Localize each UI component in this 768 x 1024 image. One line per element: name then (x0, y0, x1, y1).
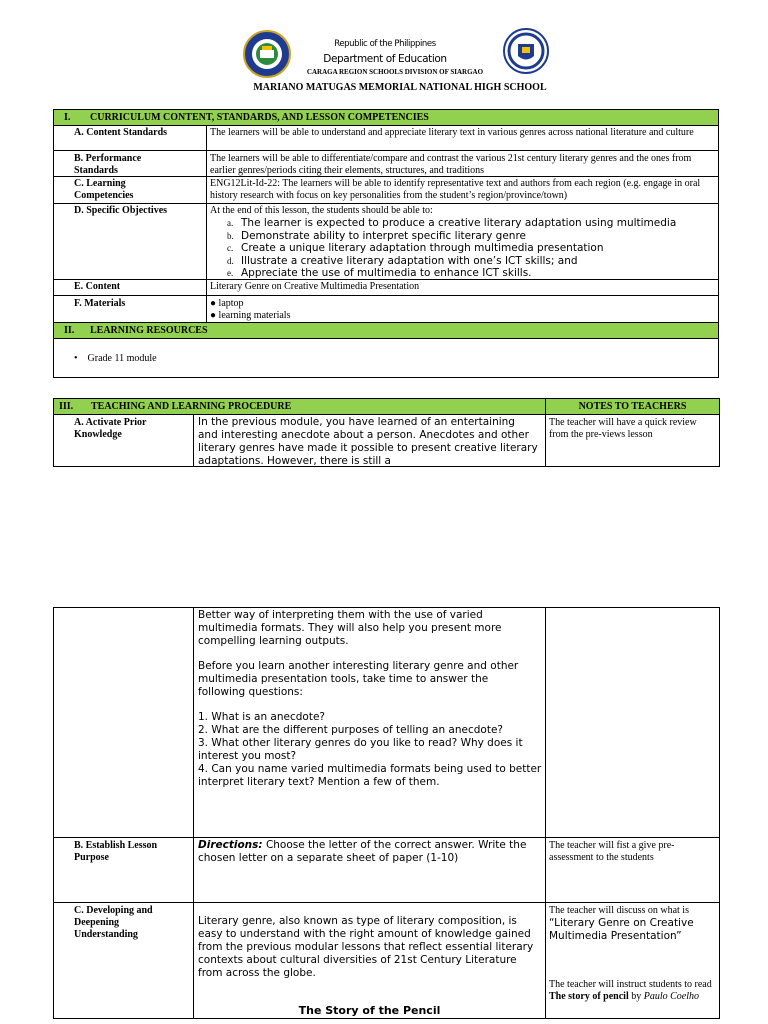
row-a-value-cell (206, 125, 719, 151)
row-f-label-cell (53, 295, 207, 323)
section3-number: III. (59, 401, 74, 412)
objective-item: a. The learner is expected to produce a creative literary adaptation using multimedia (227, 217, 677, 229)
activate-text-part3: Before you learn another interesting literary genre and other multimedia presentation tools, take time to answer the following questions: (198, 660, 519, 698)
content-standards-label: A. Content Standards (74, 127, 168, 138)
activate-note: The teacher will have a quick review from the pre-views lesson (549, 417, 697, 440)
section2-number: II. (64, 325, 75, 336)
objective-item: d. Illustrate a creative literary adaptation with one’s ICT skills; and (227, 254, 578, 267)
author-name: Paulo Coelho (643, 991, 699, 1002)
materials-label: F. Materials (74, 298, 126, 309)
row-e-value-cell (206, 279, 719, 296)
objective-item: e. Appreciate the use of multimedia to enhance ICT skills. (227, 267, 532, 279)
division-text: CARAGA REGION SCHOOLS DIVISION OF SIARGAO (306, 68, 484, 76)
row-c3-value-cell (193, 902, 546, 1019)
section2-body (53, 338, 719, 378)
section2-title: LEARNING RESOURCES (90, 325, 208, 336)
developing-note-2: The teacher will instruct students to read The story of pencil by Paulo Coelho (549, 979, 712, 1002)
row-c3-note-cell (545, 902, 720, 1019)
specific-objectives-intro: At the end of this lesson, the students should be able to: (210, 205, 433, 216)
question-item: 4. Can you name varied multimedia formats being used to better interpret literary text? Mention a few of them. (198, 763, 542, 788)
section1-header (53, 109, 719, 126)
resource-item: • Grade 11 module (74, 353, 157, 364)
row-b-label-cell (53, 150, 207, 177)
row-f-value-cell (206, 295, 719, 323)
activate-text-part2: Better way of interpreting them with the use of varied multimedia formats. They will also help you present more compelling learning outputs. (198, 609, 502, 647)
question-item: 2. What are the different purposes of telling an anecdote? (198, 724, 503, 736)
specific-objectives-label: D. Specific Objectives (74, 205, 168, 216)
activate-prior-knowledge-label: A. Activate Prior Knowledge (74, 417, 147, 440)
row-a3-cont-label-cell (53, 607, 194, 838)
row-a3-note-cell (545, 414, 720, 467)
row-a3-value-cell (193, 414, 546, 467)
row-a-label-cell (53, 125, 207, 151)
question-item: 3. What other literary genres do you like to read? Why does it interest you most? (198, 737, 523, 762)
materials-item: ● laptop (210, 298, 244, 309)
question-item: 1. What is an anecdote? (198, 711, 325, 723)
row-a3-cont-value-cell (193, 607, 546, 838)
objective-item: c. Create a unique literary adaptation through multimedia presentation (227, 242, 604, 254)
developing-understanding-label: C. Developing and Deepening Understanding (74, 905, 153, 940)
establish-note: The teacher will fist a give pre-assessment to the students (549, 840, 675, 863)
section1-title: CURRICULUM CONTENT, STANDARDS, AND LESSON COMPETENCIES (90, 112, 429, 123)
activate-text-part1: In the previous module, you have learned of an entertaining and interesting anecdote about a person. Anecdotes and other literary genres have made it possible to present creative literary adaptations. However, there is still a (198, 416, 538, 467)
row-c-label-cell (53, 176, 207, 204)
content-standards-text: The learners will be able to understand and appreciate literary text in various genres across national literature and culture (210, 127, 694, 138)
row-a3-label-cell (53, 414, 194, 467)
objective-item: b. Demonstrate ability to interpret specific literary genre (227, 229, 527, 242)
section1-number: I. (64, 112, 71, 123)
row-e-label-cell (53, 279, 207, 296)
row-b3-value-cell (193, 837, 546, 903)
developing-text: Literary genre, also known as type of literary composition, is easy to understand with the right amount of knowledge gained from the previous modular lessons that reflect essential literary contexts about cultural diversities of 21st Century Literature from across the globe. (198, 915, 534, 979)
developing-note-1: The teacher will discuss on what is “Literary Genre on Creative Multimedia Presentation” (549, 905, 694, 942)
story-of-pencil-title: The story of pencil (549, 991, 629, 1002)
notes-title: NOTES TO TEACHERS (578, 401, 687, 412)
story-title: The Story of the Pencil (298, 1004, 441, 1017)
learning-competencies-text: ENG12Lit-Id-22: The learners will be able to identify representative text and authors from each region (e.g. engage in oral history research with focus on key personalities from the student’s region/province/town) (210, 178, 701, 201)
directions-label: Directions: (198, 839, 263, 851)
notes-header (545, 398, 720, 415)
establish-purpose-text: Directions: Choose the letter of the correct answer. Write the chosen letter on a separate sheet of paper (1-10) (198, 839, 527, 864)
row-c3-label-cell (53, 902, 194, 1019)
row-c-value-cell (206, 176, 719, 204)
section3-header (53, 398, 546, 415)
questions-list (198, 711, 543, 789)
performance-standards-label: B. Performance Standards (74, 153, 142, 176)
content-text: Literary Genre on Creative Multimedia Presentation (210, 281, 420, 292)
row-d-value-cell (206, 203, 719, 280)
republic-text: Republic of the Philippines (334, 39, 436, 49)
section2-header (53, 322, 719, 339)
content-label: E. Content (74, 281, 121, 292)
establish-lesson-purpose-label: B. Establish Lesson Purpose (74, 840, 158, 863)
school-name: MARIANO MATUGAS MEMORIAL NATIONAL HIGH SCHOOL (253, 82, 547, 93)
materials-item: ● learning materials (210, 310, 291, 321)
objectives-list (227, 217, 676, 280)
row-d-label-cell (53, 203, 207, 280)
section3-title: TEACHING AND LEARNING PROCEDURE (91, 401, 292, 412)
learning-competencies-label: C. Learning Competencies (74, 178, 134, 201)
row-b3-label-cell (53, 837, 194, 903)
performance-standards-text: The learners will be able to differentiate/compare and contrast the various 21st century literary genres and the ones from earlier genres/periods citing their elements, structures, and traditions (210, 153, 692, 176)
row-a3-cont-note-cell (545, 607, 720, 838)
row-b-value-cell (206, 150, 719, 177)
row-b3-note-cell (545, 837, 720, 903)
department-text: Department of Education (323, 53, 447, 65)
